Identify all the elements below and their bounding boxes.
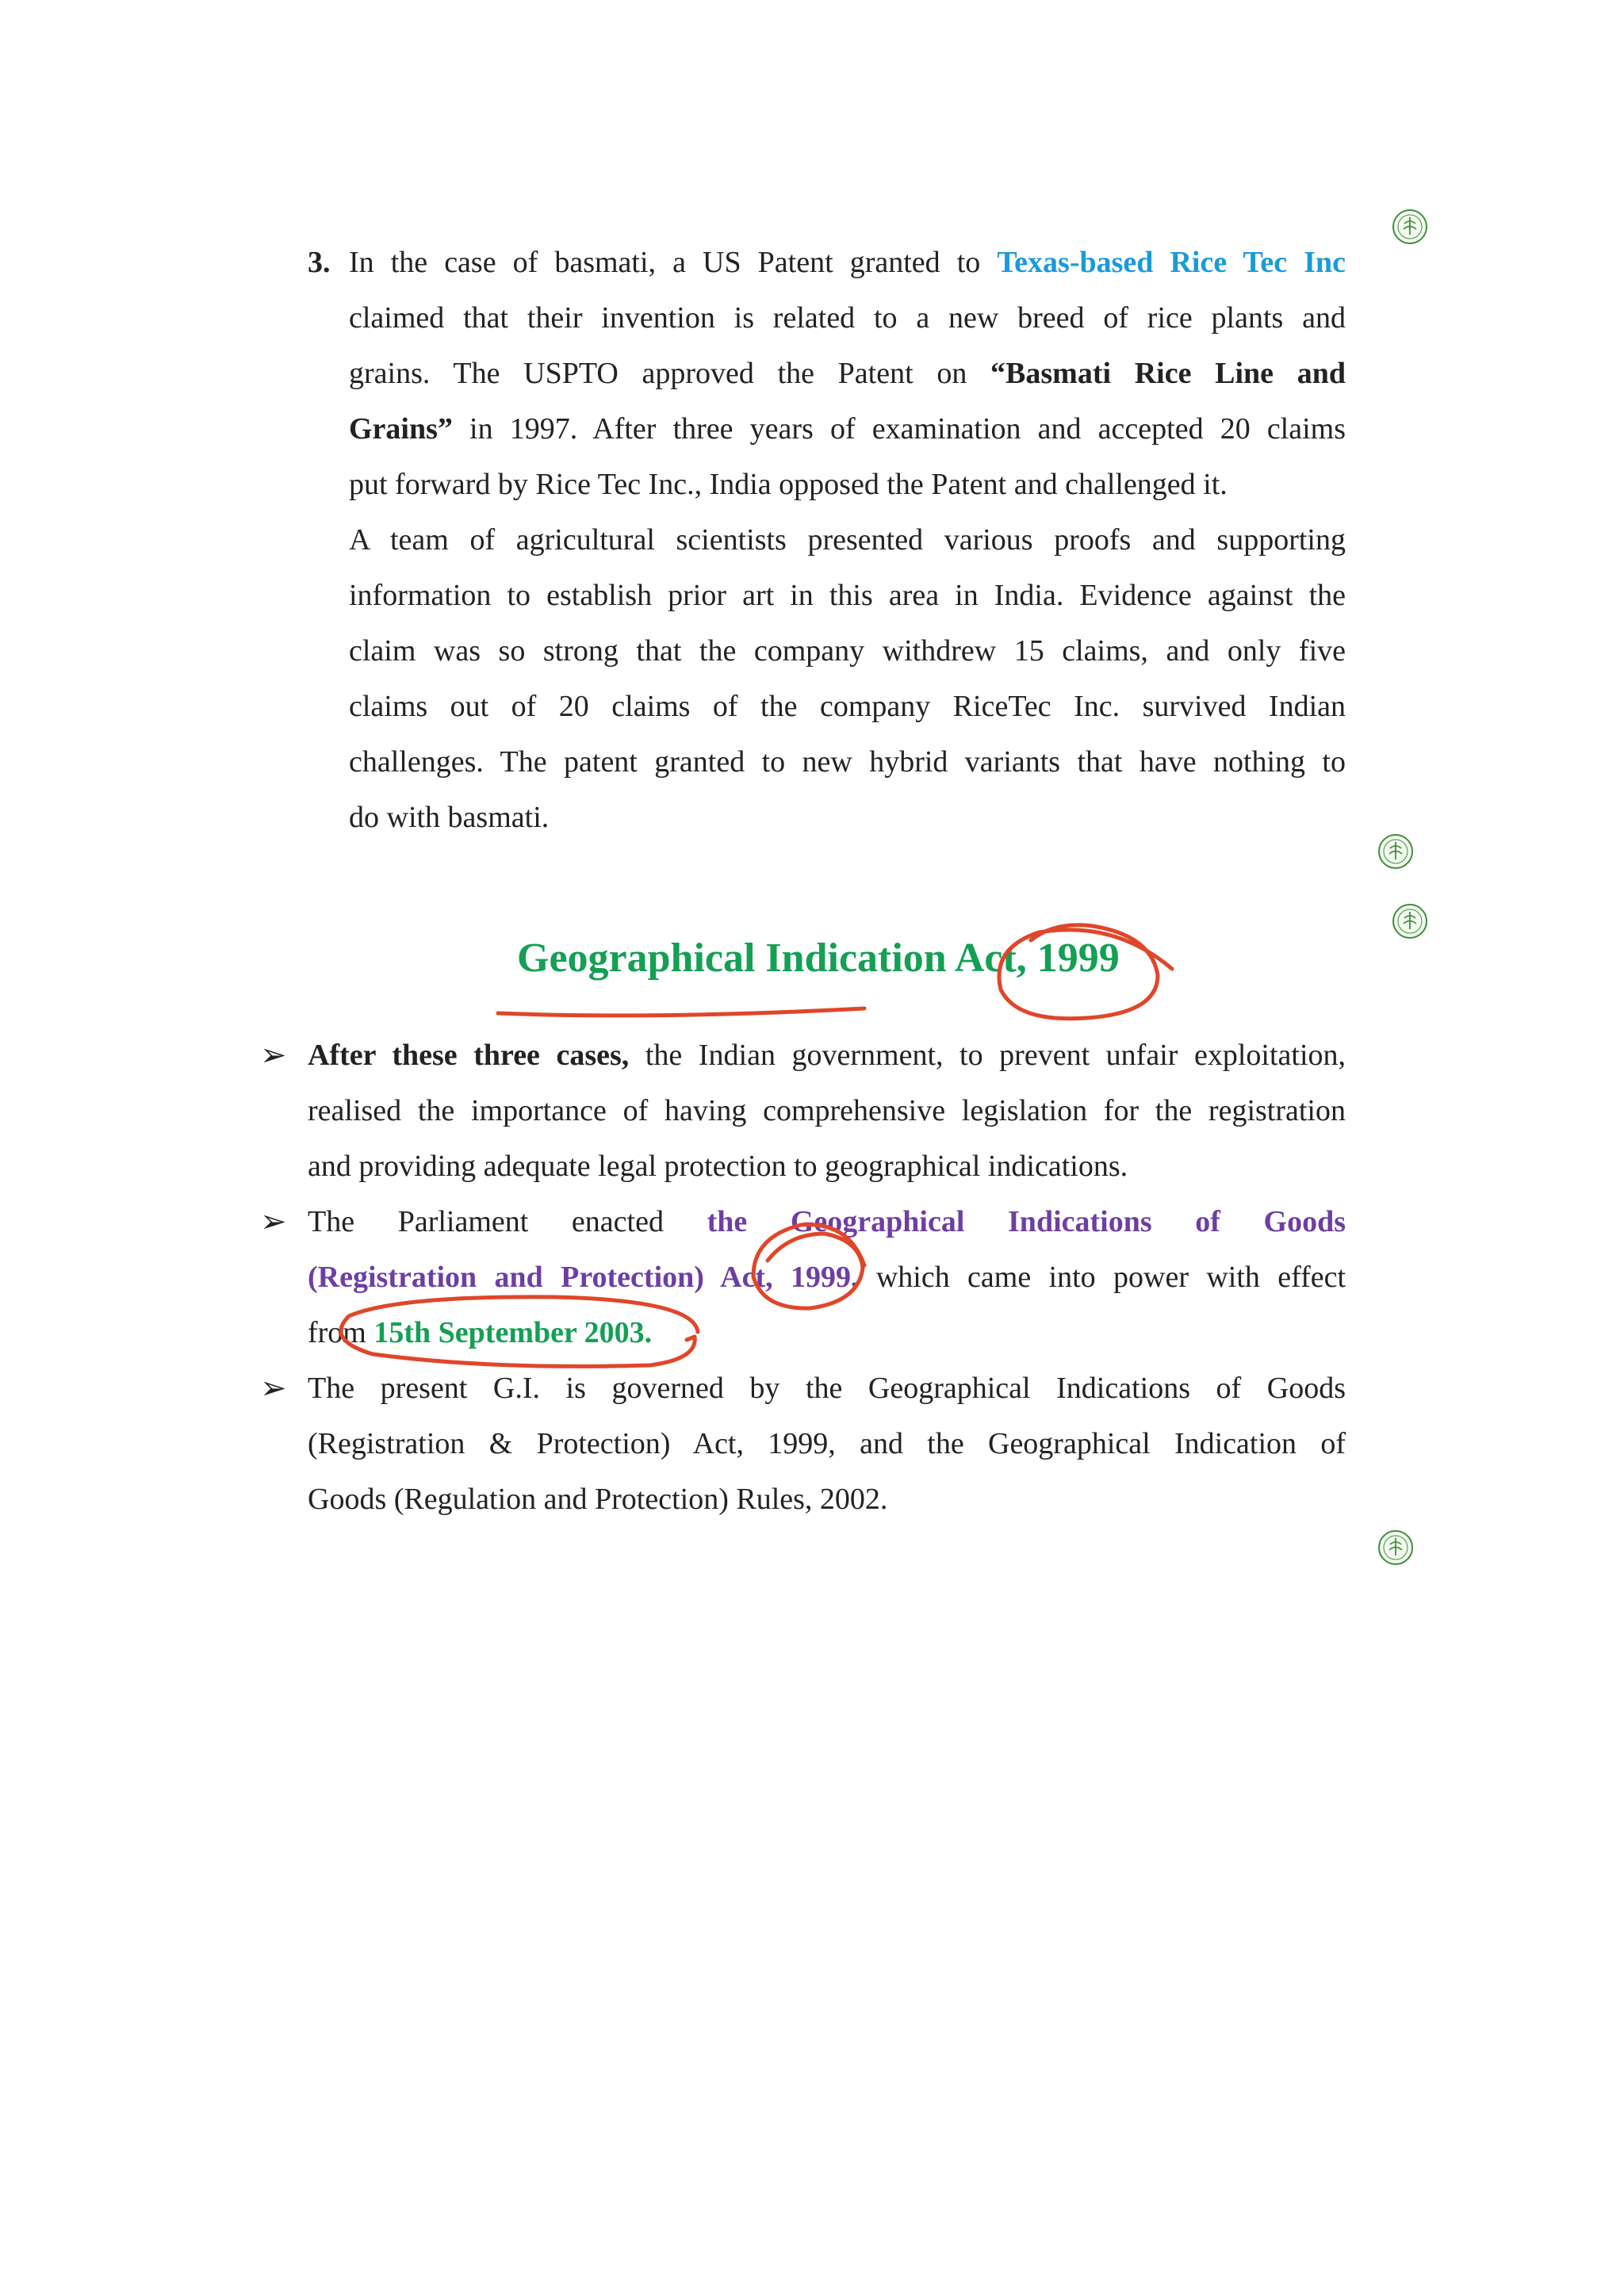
paragraph-line: A team of agricultural scientists presented various proofs and supporting <box>349 523 1346 557</box>
list-number: 3. <box>308 246 331 279</box>
seal-icon <box>1377 832 1415 871</box>
bullet-line: After these three cases, the Indian government, to prevent unfair exploitation, <box>308 1039 1346 1072</box>
bullet-line: from 15th September 2003. <box>308 1316 653 1349</box>
paragraph-line: challenges. The patent granted to new hybrid variants that have nothing to <box>349 745 1346 779</box>
paragraph-line: information to establish prior art in this area in India. Evidence against the <box>349 579 1346 612</box>
seal-icon <box>1391 902 1429 940</box>
heading-underline <box>498 1008 864 1016</box>
paragraph-line: claim was so strong that the company withdrew 15 claims, and only five <box>349 634 1346 668</box>
paragraph-line: claimed that their invention is related to a new breed of rice plants and <box>349 301 1346 335</box>
bullet-arrow-icon: ➢ <box>260 1203 287 1240</box>
seal-icon <box>1391 208 1429 246</box>
bullet-line: (Registration & Protection) Act, 1999, and the Geographical Indication of <box>308 1427 1346 1460</box>
paragraph-line: do with basmati. <box>349 801 550 834</box>
bullet-line: realised the importance of having comprehensive legislation for the registration <box>308 1094 1346 1127</box>
bullet-arrow-icon: ➢ <box>260 1037 287 1073</box>
section-heading: Geographical Indication Act, 1999 <box>517 936 1120 981</box>
bullet-line: The Parliament enacted the Geographical Indications of Goods <box>308 1205 1346 1238</box>
paragraph-line: Grains” in 1997. After three years of examination and accepted 20 claims <box>349 412 1346 446</box>
paragraph-line: put forward by Rice Tec Inc., India opposed the Patent and challenged it. <box>349 468 1228 501</box>
paragraph-line: claims out of 20 claims of the company RiceTec Inc. survived Indian <box>349 690 1346 723</box>
bullet-line: (Registration and Protection) Act, 1999, which came into power with effect <box>308 1261 1346 1294</box>
bullet-line: Goods (Regulation and Protection) Rules, 2002. <box>308 1483 888 1516</box>
bullet-line: and providing adequate legal protection to geographical indications. <box>308 1150 1128 1183</box>
paragraph-line: In the case of basmati, a US Patent granted to Texas-based Rice Tec Inc <box>349 246 1346 279</box>
bullet-arrow-icon: ➢ <box>260 1370 287 1406</box>
company-link[interactable]: Texas-based Rice Tec Inc <box>997 246 1346 279</box>
paragraph-line: grains. The USPTO approved the Patent on “Basmati Rice Line and <box>349 357 1346 390</box>
seal-icon <box>1377 1529 1415 1567</box>
bullet-line: The present G.I. is governed by the Geographical Indications of Goods <box>308 1372 1346 1405</box>
effective-date: 15th September 2003. <box>373 1316 653 1349</box>
